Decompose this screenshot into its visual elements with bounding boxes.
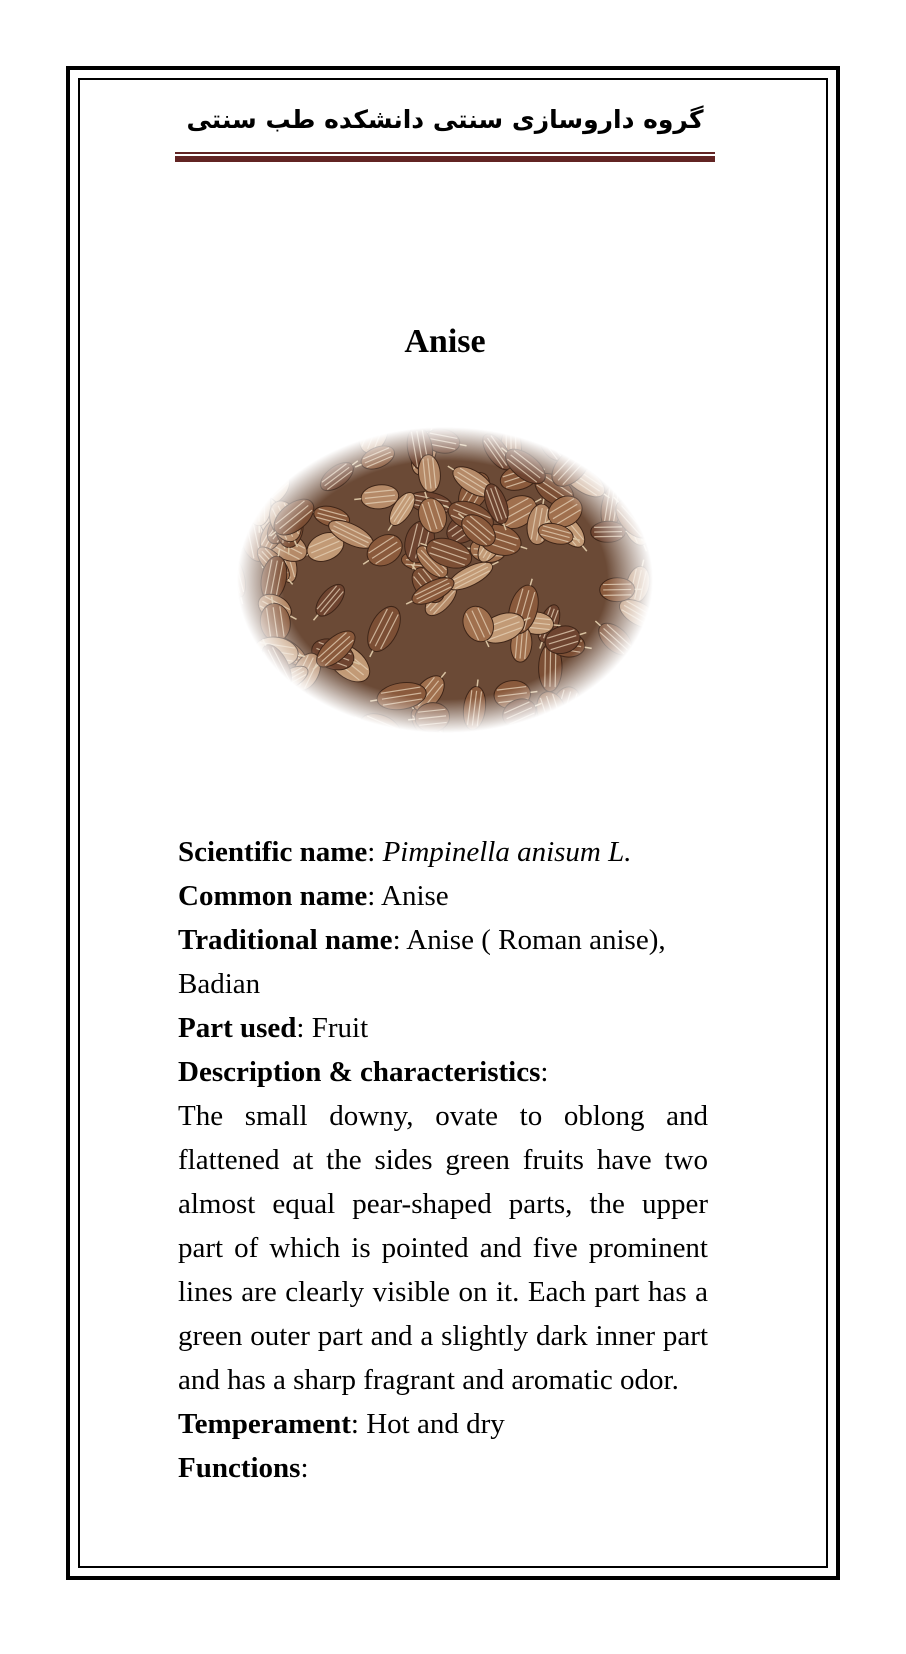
description-label: Description & characteristics — [178, 1056, 541, 1088]
common-name-line: Common name: Anise — [178, 880, 449, 912]
anise-seeds-photo — [235, 425, 655, 735]
description-text: The small downy, ovate to oblong and flattened at the sides green fruits have two almost equal pear-shaped parts, the upper part of which is pointed and five prominent lines are clearly visible on it. Each part has a green outer part and a slightly dark inner part and has a sharp fragrant and aromatic odor. — [178, 1100, 708, 1396]
common-name-label: Common name — [178, 880, 368, 912]
temperament-label: Temperament — [178, 1408, 351, 1440]
part-used-line: Part used: Fruit — [178, 1012, 369, 1044]
functions-line: Functions: — [178, 1452, 309, 1484]
header-divider-thick — [175, 156, 715, 162]
traditional-name-label: Traditional name — [178, 924, 393, 956]
header-title: گروه داروسازی سنتی دانشکده طب سنتی — [186, 105, 704, 134]
part-used-value: Fruit — [311, 1012, 369, 1044]
scientific-name-value: Pimpinella anisum L. — [382, 836, 632, 868]
header-divider — [175, 152, 715, 162]
temperament-value: Hot and dry — [366, 1408, 505, 1440]
page-title: Anise — [404, 323, 486, 360]
scientific-name-label: Scientific name — [178, 836, 368, 868]
functions-label: Functions — [178, 1452, 301, 1484]
temperament-line: Temperament: Hot and dry — [178, 1408, 505, 1440]
header-divider-thin — [175, 152, 715, 154]
traditional-name-value: Anise ( Roman anise), Badian — [178, 924, 666, 1000]
common-name-value: Anise — [381, 880, 449, 912]
description-heading-line: Description & characteristics: — [178, 1056, 549, 1088]
part-used-label: Part used — [178, 1012, 297, 1044]
monograph-body — [178, 830, 708, 1490]
scientific-name-line: Scientific name: Pimpinella anisum L. — [178, 836, 632, 868]
traditional-name-line: Traditional name: Anise ( Roman anise), Badian — [178, 924, 666, 1000]
